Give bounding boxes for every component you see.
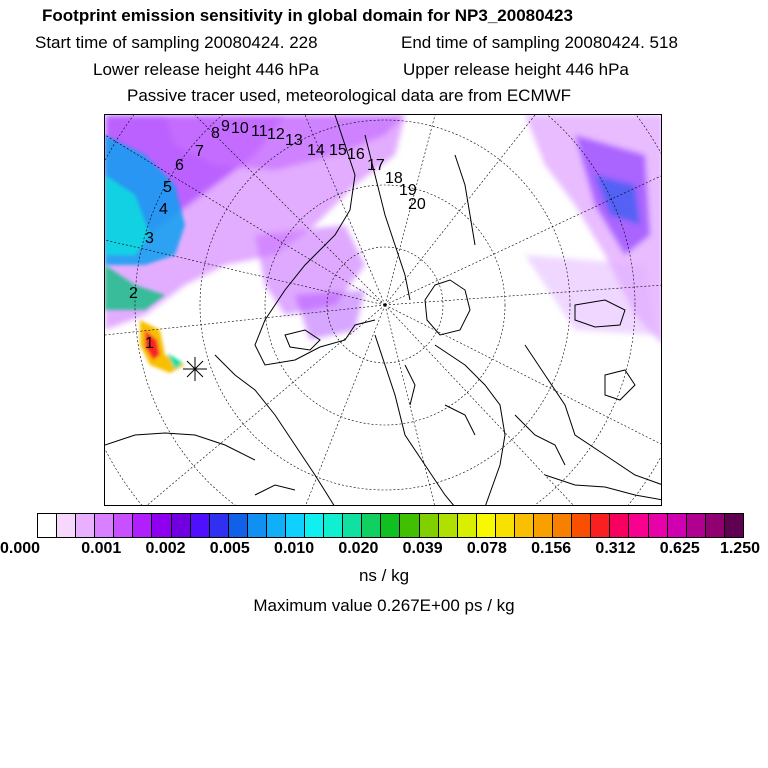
trajectory-label: 4 — [159, 201, 168, 218]
trajectory-label: 14 — [307, 142, 325, 159]
colorbar-segment — [38, 514, 57, 537]
colorbar-segment — [210, 514, 229, 537]
end-time-label: End time of sampling 20080424. 518 — [401, 33, 678, 52]
colorbar-tick-label: 0.000 — [0, 540, 41, 557]
colorbar-segment — [553, 514, 572, 537]
colorbar-segment — [515, 514, 534, 537]
colorbar-tick-label: 0.010 — [274, 540, 315, 557]
colorbar-segment — [477, 514, 496, 537]
colorbar-segment — [76, 514, 95, 537]
trajectory-label: 2 — [129, 285, 138, 302]
colorbar-segment — [649, 514, 668, 537]
trajectory-label: 20 — [408, 196, 426, 213]
colorbar-segment — [629, 514, 648, 537]
receptor-asterisk-icon — [183, 357, 207, 381]
colorbar-tick-label: 0.001 — [81, 540, 122, 557]
colorbar-segment — [668, 514, 687, 537]
colorbar-tick-label: 1.250 — [719, 540, 760, 557]
colorbar-segment — [591, 514, 610, 537]
colorbar-segment — [172, 514, 191, 537]
trajectory-label: 1 — [145, 335, 154, 352]
trajectory-label: 11 — [251, 123, 268, 140]
colorbar-segment — [400, 514, 419, 537]
colorbar-segment — [324, 514, 343, 537]
map-panel — [104, 114, 662, 506]
colorbar-tick-label: 0.078 — [466, 540, 507, 557]
colorbar-segment — [572, 514, 591, 537]
colorbar-tick-label: 0.625 — [659, 540, 700, 557]
colorbar-segment — [57, 514, 76, 537]
units-label: ns / kg — [358, 566, 410, 585]
max-value-label: Maximum value 0.267E+00 ps / kg — [253, 596, 515, 615]
trajectory-label: 7 — [195, 143, 204, 160]
trajectory-label: 13 — [285, 132, 303, 149]
colorbar-segment — [95, 514, 114, 537]
trajectory-label: 9 — [221, 118, 230, 135]
colorbar-segment — [305, 514, 324, 537]
colorbar-segment — [706, 514, 725, 537]
trajectory-label: 19 — [399, 182, 417, 199]
lower-height-label: Lower release height 446 hPa — [93, 60, 319, 79]
trajectory-label: 8 — [211, 125, 220, 142]
colorbar-segment — [191, 514, 210, 537]
colorbar-tick-label: 0.156 — [531, 540, 572, 557]
colorbar-segment — [267, 514, 286, 537]
colorbar-tick-label: 0.020 — [338, 540, 379, 557]
colorbar-segment — [458, 514, 477, 537]
colorbar-segment — [381, 514, 400, 537]
colorbar-segment — [420, 514, 439, 537]
colorbar-tick-label: 0.312 — [595, 540, 636, 557]
colorbar-segment — [610, 514, 629, 537]
start-time-label: Start time of sampling 20080424. 228 — [35, 33, 318, 52]
upper-height-label: Upper release height 446 hPa — [403, 60, 629, 79]
colorbar-segment — [229, 514, 248, 537]
trajectory-label: 10 — [231, 120, 249, 137]
colorbar-segment — [534, 514, 553, 537]
colorbar-segment — [248, 514, 267, 537]
tracer-note: Passive tracer used, meteorological data are from ECMWF — [127, 86, 572, 105]
colorbar — [37, 513, 744, 538]
colorbar-segment — [133, 514, 152, 537]
colorbar-tick-label: 0.002 — [145, 540, 186, 557]
colorbar-tick-label: 0.005 — [209, 540, 250, 557]
colorbar-tick-label: 0.039 — [402, 540, 443, 557]
trajectory-label: 15 — [329, 142, 347, 159]
trajectory-label: 16 — [347, 146, 365, 163]
trajectory-label: 5 — [163, 179, 172, 196]
trajectory-label: 17 — [367, 157, 385, 174]
colorbar-segment — [286, 514, 305, 537]
colorbar-segment — [496, 514, 515, 537]
sensitivity-field — [105, 115, 662, 345]
colorbar-segment — [439, 514, 458, 537]
colorbar-segment — [114, 514, 133, 537]
colorbar-segment — [152, 514, 171, 537]
map-svg — [105, 115, 662, 506]
trajectory-label: 6 — [175, 157, 184, 174]
trajectory-label: 3 — [145, 230, 154, 247]
colorbar-segment — [687, 514, 706, 537]
colorbar-segment — [362, 514, 381, 537]
map-title: Footprint emission sensitivity in global domain for NP3_20080423 — [42, 6, 573, 25]
colorbar-segment — [343, 514, 362, 537]
trajectory-label: 18 — [385, 170, 403, 187]
trajectory-label: 12 — [267, 126, 285, 143]
colorbar-segment — [725, 514, 743, 537]
